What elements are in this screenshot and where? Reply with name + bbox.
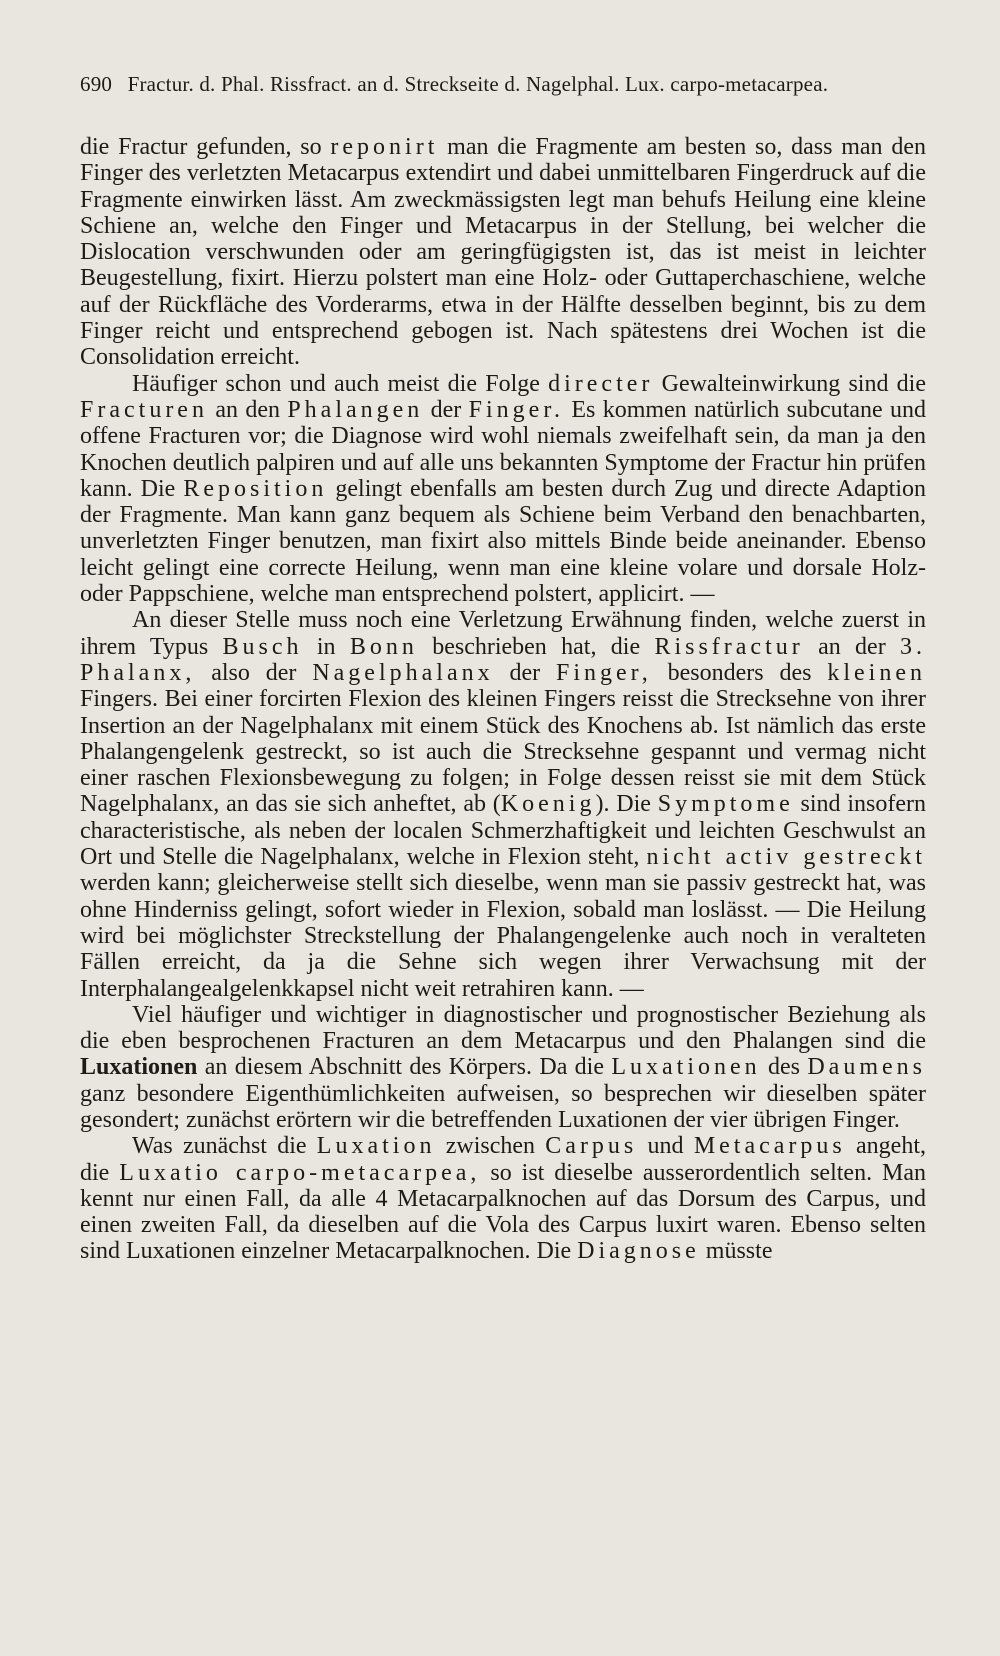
text-segment: Gewalteinwirkung sind die xyxy=(653,370,926,397)
spaced-emphasis-text: Rissfractur xyxy=(654,633,804,660)
spaced-emphasis-text: Diagnose xyxy=(577,1238,700,1265)
text-segment: beschrieben hat, die xyxy=(417,633,655,660)
spaced-emphasis-text: directer xyxy=(548,370,654,397)
text-segment: in xyxy=(302,633,350,660)
spaced-emphasis-text: Busch xyxy=(222,633,303,660)
body-text xyxy=(80,134,926,1265)
spaced-emphasis-text: Reposition xyxy=(183,475,328,502)
spaced-emphasis-text: Daumens xyxy=(807,1054,926,1081)
spaced-emphasis-text: Metacarpus xyxy=(693,1133,846,1160)
spaced-emphasis-text: Koenig xyxy=(500,791,596,818)
paragraph xyxy=(80,371,926,608)
text-segment: der xyxy=(423,396,469,423)
text-segment: und xyxy=(637,1133,694,1160)
text-segment: zwischen xyxy=(435,1133,546,1160)
text-segment: ganz besondere Eigenthümlichkeiten aufweisen, so besprechen wir dieselben später gesondert; zunächst erörtern wir die betreffenden Luxationen der vier übrigen Finger. xyxy=(80,1080,926,1133)
text-segment: an diesem Abschnitt des Körpers. Da die xyxy=(197,1054,612,1081)
spaced-emphasis-text: reponirt xyxy=(330,134,439,160)
spaced-emphasis-text: Carpus xyxy=(545,1133,638,1160)
text-segment: man die Fragmente am besten so, dass man den Finger des verletzten Metacarpus extendirt und dabei unmittelbaren Fingerdruck auf die Fragmente einwirken lässt. Am zweckmässigsten legt man behufs Heilung eine kleine Schiene an, welche den Finger und Metacarpus in der Stellung, bei welcher die Dislocation verschwunden oder am geringfügigsten ist, das ist meist in leichter Beugestellung, fixirt. Hierzu polstert man eine Holz- oder Guttaperchaschiene, welche auf der Rückfläche des Vorderarms, etwa in der Hälfte desselben beginnt, bis zu dem Finger reicht und entsprechend gebogen ist. Nach spätestens drei Wochen ist die Consolidation erreicht. xyxy=(80,134,926,371)
spaced-emphasis-text: Bonn xyxy=(349,633,418,660)
spaced-emphasis-text: Finger. xyxy=(468,396,564,423)
text-segment: ). Die xyxy=(595,791,658,818)
text-segment: Es kommen natürlich subcutane und offene Fracturen vor; die Diagnose wird wohl niemals zweifelhaft sein, da man ja den Knochen deutlich palpiren und auf alle uns bekannten Symptome der Fractur hin prüfen kann. Die xyxy=(80,396,926,502)
text-segment: Häufiger schon und auch meist die Folge xyxy=(132,370,549,397)
text-segment: also der xyxy=(195,659,313,686)
bold-term: Luxationen xyxy=(80,1054,198,1081)
spaced-emphasis-text: nicht activ gestreckt xyxy=(646,844,926,871)
text-segment: Viel häufiger und wichtiger in diagnostischer und prognostischer Beziehung als die eben besprochenen Fracturen an dem Metacarpus und den Phalangen sind die xyxy=(80,1001,926,1055)
text-segment: an den xyxy=(207,396,288,423)
paragraph xyxy=(80,607,926,1001)
spaced-emphasis-text: Luxation xyxy=(316,1133,436,1160)
paragraph xyxy=(80,1002,926,1133)
spaced-emphasis-text: Nagelphalanx xyxy=(312,659,494,686)
text-segment: besonders des xyxy=(651,659,828,686)
running-title: Fractur. d. Phal. Rissfract. an d. Streckseite d. Nagelphal. Lux. carpo-metacarpea. xyxy=(127,72,829,96)
text-segment: gelingt ebenfalls am besten durch Zug und directe Adaption der Fragmente. Man kann ganz bequem als Schiene beim Verband den benachbarten, unverletzten Finger benutzen, man fixirt also mittels Binde beide aneinander. Ebenso leicht gelingt eine correcte Heilung, wenn man eine kleine volare und dorsale Holz- oder Pappschiene, welche man entsprechend polstert, applicirt. — xyxy=(80,475,926,608)
text-segment: des xyxy=(760,1054,808,1081)
text-segment: müsste xyxy=(699,1238,773,1265)
paragraph xyxy=(80,134,926,371)
spaced-emphasis-text: 3. Phalanx, xyxy=(80,633,927,686)
page-number: 690 xyxy=(80,72,113,96)
spaced-emphasis-text: kleinen xyxy=(827,659,926,686)
spaced-emphasis-text: Fracturen xyxy=(80,396,208,423)
text-segment: die Fractur gefunden, so xyxy=(80,134,331,160)
text-segment: Was zunächst die xyxy=(132,1133,317,1160)
spaced-emphasis-text: Luxationen xyxy=(611,1054,761,1081)
text-segment: Fingers. Bei einer forcirten Flexion des kleinen Fingers reisst die Strecksehne von ihrer Insertion an der Nagelphalanx mit einem Stück des Knochens ab. Ist nämlich das erste Phalangengelenk gestreckt, so ist auch die Strecksehne gespannt und vermag nicht einer raschen Flexionsbewegung zu folgen; in Folge dessen reisst sie mit dem Stück Nagelphalanx, an das sie sich anheftet, ab ( xyxy=(80,686,926,818)
running-header xyxy=(80,70,926,98)
spaced-emphasis-text: Finger, xyxy=(556,659,652,686)
text-segment: angeht, die xyxy=(80,1133,926,1186)
paragraph xyxy=(80,1133,926,1264)
text-segment: An dieser Stelle muss noch eine Verletzung Erwähnung finden, welche zuerst in ihrem Typus xyxy=(80,607,926,660)
text-segment: werden kann; gleicherweise stellt sich dieselbe, wenn man sie passiv gestreckt hat, was ohne Hinderniss gelingt, sofort wieder in Flexion, sobald man loslässt. — Die Heilung wird bei möglichster Streckstellung der Phalangengelenke auch noch in veralteten Fällen erreicht, da ja die Sehne sich wegen ihrer Verwachsung mit der Interphalangealgelenkkapsel nicht weit retrahiren kann. — xyxy=(80,870,926,1002)
spaced-emphasis-text: Symptome xyxy=(657,791,794,818)
spaced-emphasis-text: Phalangen xyxy=(287,396,424,423)
text-segment: an der xyxy=(803,633,901,660)
text-segment: der xyxy=(493,659,557,686)
text-segment: sind insofern characteristische, als neben der localen Schmerzhaftigkeit und leichten Geschwulst an Ort und Stelle die Nagelphalanx, welche in Flexion steht, xyxy=(80,791,927,871)
text-segment: so ist dieselbe ausserordentlich selten. Man kennt nur einen Fall, da alle 4 Metacarpalknochen auf das Dorsum des Carpus, und einen zweiten Fall, da dieselben auf die Vola des Carpus luxirt waren. Ebenso selten sind Luxationen einzelner Metacarpalknochen. Die xyxy=(80,1159,927,1265)
spaced-emphasis-text: Luxatio carpo-metacarpea, xyxy=(119,1159,481,1186)
